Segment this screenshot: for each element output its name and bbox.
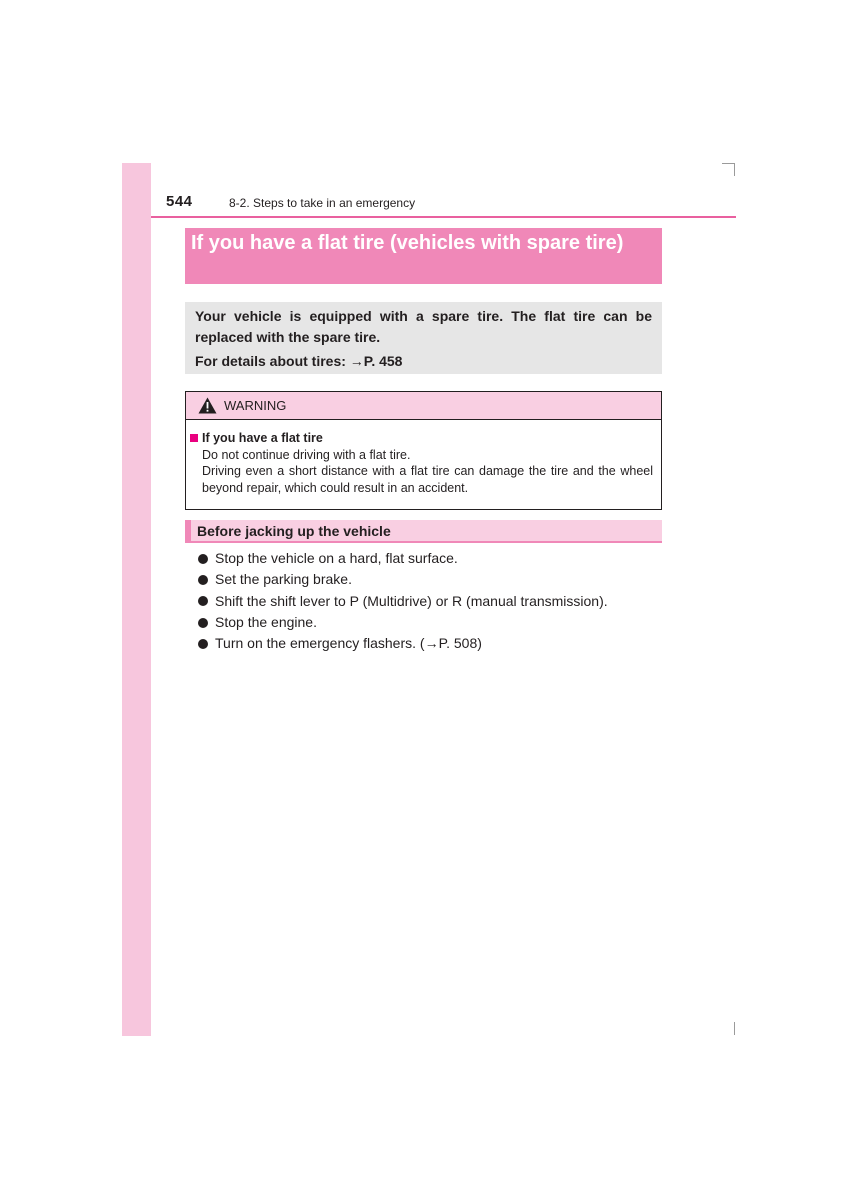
warning-subhead-text: If you have a flat tire (202, 431, 323, 445)
list-item (198, 548, 608, 569)
warning-body (186, 420, 661, 496)
warning-box (185, 391, 662, 510)
bullet-icon (198, 575, 208, 585)
bullet-icon (198, 639, 208, 649)
steps-list (198, 548, 608, 654)
step-text: Turn on the emergency flashers. (→P. 508) (215, 635, 482, 652)
warning-label: WARNING (224, 398, 287, 413)
step-text: Stop the vehicle on a hard, flat surface. (215, 550, 458, 566)
list-item (198, 633, 608, 654)
intro-text: Your vehicle is equipped with a spare tire. The flat tire can be replaced with the spare tire. (195, 308, 652, 345)
list-item (198, 569, 608, 590)
header-divider (151, 216, 736, 218)
warning-subhead (190, 430, 653, 447)
page-number: 544 (166, 193, 193, 210)
subsection-heading: Before jacking up the vehicle (185, 520, 662, 543)
step-text: Stop the engine. (215, 613, 317, 630)
step-text: Set the parking brake. (215, 571, 352, 588)
details-reference: For details about tires: →P. 458 (195, 353, 403, 369)
list-item (198, 591, 608, 612)
crop-mark (734, 1022, 735, 1035)
bullet-icon (198, 618, 208, 628)
intro-box (185, 302, 662, 374)
bullet-icon (198, 554, 208, 564)
square-bullet-icon (190, 434, 198, 442)
crop-mark (734, 163, 735, 176)
list-item (198, 612, 608, 633)
warning-triangle-icon (198, 397, 217, 414)
warning-header (186, 392, 661, 420)
page-title: If you have a flat tire (vehicles with spare tire) (185, 228, 662, 284)
warning-paragraph: Driving even a short distance with a flat tire can damage the tire and the wheel beyond repair, which could result in an accident. (202, 464, 653, 495)
section-breadcrumb: 8-2. Steps to take in an emergency (229, 196, 416, 210)
warning-paragraph: Do not continue driving with a flat tire. (202, 447, 411, 462)
step-text: Shift the shift lever to P (Multidrive) or R (manual transmission). (215, 592, 608, 609)
bullet-icon (198, 596, 208, 606)
side-tab-strip (122, 163, 151, 1036)
